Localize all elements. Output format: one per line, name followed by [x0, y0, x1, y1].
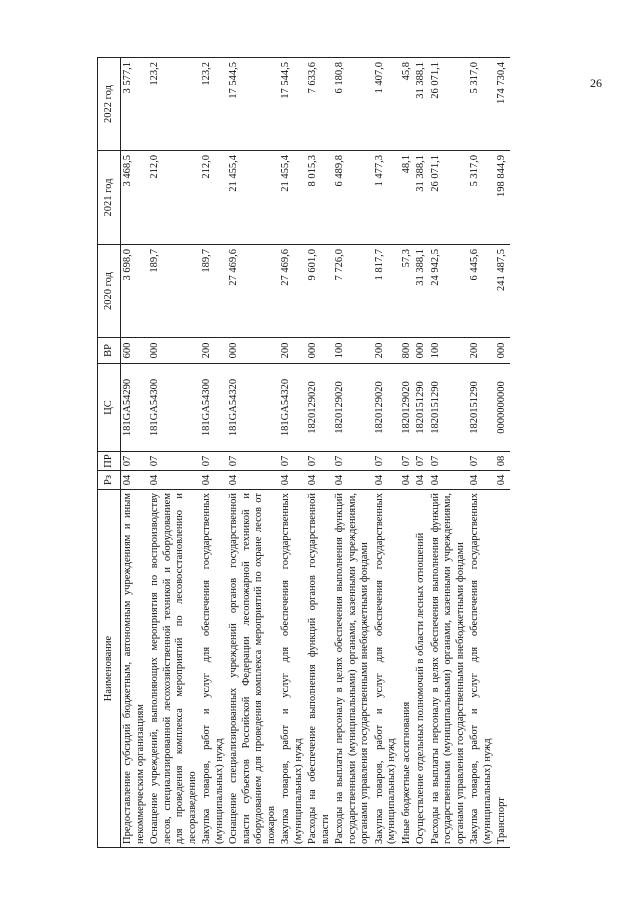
row-rz: 04	[148, 471, 200, 490]
row-name: Закупка товаров, работ и услуг для обеспечения государственных (муниципальных) нужд	[373, 490, 400, 848]
row-2021: 212,0	[148, 151, 200, 245]
row-rz: 04	[373, 471, 400, 490]
row-rz: 04	[200, 471, 227, 490]
row-name: Расходы на выплаты персоналу в целях обеспечения выполнения функций государственными (муниципальными) органами, казенными учреждениями, органами управления государственными внебюджетными фондами	[429, 490, 469, 848]
row-vr: 000	[306, 338, 333, 364]
row-pr: 07	[333, 452, 373, 471]
row-name: Оснащение учреждений, выполняющих мероприятия по воспроизводству лесов, специализированной лесохозяйственной техникой и оборудованием для проведения комплекса мероприятий по лесовосстановлению и лесоразведению	[148, 490, 200, 848]
row-pr: 08	[495, 452, 510, 471]
row-2022: 123,2	[148, 58, 200, 151]
header-2022: 2022 год	[98, 58, 121, 151]
row-2020: 31 388,1	[414, 245, 429, 338]
table-row	[148, 58, 200, 848]
row-cs: 1820129020	[333, 364, 373, 452]
row-rz: 04	[495, 471, 510, 490]
table-row	[495, 58, 510, 848]
row-rz: 04	[429, 471, 469, 490]
row-2022: 17 544,5	[279, 58, 306, 151]
row-2021: 212,0	[200, 151, 227, 245]
row-cs: 181GA54300	[148, 364, 200, 452]
header-cs: ЦС	[98, 364, 121, 452]
row-pr: 07	[279, 452, 306, 471]
table-body	[121, 58, 510, 848]
row-pr: 07	[227, 452, 279, 471]
row-vr: 200	[200, 338, 227, 364]
header-vr: ВР	[98, 338, 121, 364]
row-2021: 6 489,8	[333, 151, 373, 245]
row-2020: 24 942,5	[429, 245, 469, 338]
row-cs: 1820151290	[468, 364, 495, 452]
table-row	[121, 58, 149, 848]
table-row	[227, 58, 279, 848]
row-rz: 04	[121, 471, 149, 490]
row-cs: 181GA54290	[121, 364, 149, 452]
table-row	[333, 58, 373, 848]
row-cs: 0000000000	[495, 364, 510, 452]
row-2022: 1 407,0	[373, 58, 400, 151]
row-2020: 9 601,0	[306, 245, 333, 338]
row-cs: 181GA54320	[227, 364, 279, 452]
budget-table-rotated	[97, 58, 601, 848]
row-2020: 27 469,6	[227, 245, 279, 338]
row-rz: 04	[468, 471, 495, 490]
table-row	[468, 58, 495, 848]
row-rz: 04	[279, 471, 306, 490]
row-pr: 07	[306, 452, 333, 471]
header-2021: 2021 год	[98, 151, 121, 245]
row-2020: 189,7	[148, 245, 200, 338]
row-2021: 48,1	[400, 151, 415, 245]
row-vr: 200	[468, 338, 495, 364]
row-vr: 000	[148, 338, 200, 364]
row-vr: 100	[429, 338, 469, 364]
row-2022: 174 730,4	[495, 58, 510, 151]
row-rz: 04	[306, 471, 333, 490]
row-2022: 123,2	[200, 58, 227, 151]
row-2022: 17 544,5	[227, 58, 279, 151]
row-pr: 07	[429, 452, 469, 471]
row-name: Осуществление отдельных полномочий в области лесных отношений	[414, 490, 429, 848]
table-row	[400, 58, 415, 848]
row-name: Закупка товаров, работ и услуг для обеспечения государственных (муниципальных) нужд	[200, 490, 227, 848]
row-pr: 07	[400, 452, 415, 471]
row-name: Иные бюджетные ассигнования	[400, 490, 415, 848]
row-vr: 200	[279, 338, 306, 364]
row-cs: 1820129020	[306, 364, 333, 452]
row-pr: 07	[200, 452, 227, 471]
row-2022: 7 633,6	[306, 58, 333, 151]
row-vr: 600	[121, 338, 149, 364]
row-pr: 07	[148, 452, 200, 471]
row-vr: 000	[495, 338, 510, 364]
table-row	[279, 58, 306, 848]
row-2020: 6 445,6	[468, 245, 495, 338]
row-cs: 1820129020	[373, 364, 400, 452]
row-vr: 800	[400, 338, 415, 364]
header-pr: ПР	[98, 452, 121, 471]
row-cs: 1820151290	[429, 364, 469, 452]
row-2021: 26 071,1	[429, 151, 469, 245]
row-2022: 26 071,1	[429, 58, 469, 151]
row-pr: 07	[468, 452, 495, 471]
row-cs: 181GA54320	[279, 364, 306, 452]
table-row	[200, 58, 227, 848]
row-cs: 181GA54300	[200, 364, 227, 452]
row-2021: 3 468,5	[121, 151, 149, 245]
row-name: Предоставление субсидий бюджетным, автономным учреждениям и иным некоммерческим организациям	[121, 490, 149, 848]
header-name: Наименование	[98, 490, 121, 848]
row-2022: 6 180,8	[333, 58, 373, 151]
row-2020: 57,3	[400, 245, 415, 338]
table-row	[414, 58, 429, 848]
row-2020: 27 469,6	[279, 245, 306, 338]
page-number: 26	[590, 76, 602, 90]
row-cs: 1820151290	[414, 364, 429, 452]
row-2021: 21 455,4	[227, 151, 279, 245]
row-2021: 8 015,3	[306, 151, 333, 245]
row-2020: 7 726,0	[333, 245, 373, 338]
row-rz: 04	[227, 471, 279, 490]
row-2021: 1 477,3	[373, 151, 400, 245]
row-name: Расходы на обеспечение выполнения функций органов государственной власти	[306, 490, 333, 848]
row-name: Расходы на выплаты персоналу в целях обеспечения выполнения функций государственными (муниципальными) органами, казенными учреждениями, органами управления государственными внебюджетными фондами	[333, 490, 373, 848]
table-header-row	[98, 58, 121, 848]
row-name: Закупка товаров, работ и услуг для обеспечения государственных (муниципальных) нужд	[468, 490, 495, 848]
row-pr: 07	[121, 452, 149, 471]
row-2022: 3 577,1	[121, 58, 149, 151]
row-2020: 3 698,0	[121, 245, 149, 338]
row-name: Транспорт	[495, 490, 510, 848]
row-vr: 200	[373, 338, 400, 364]
row-2021: 5 317,0	[468, 151, 495, 245]
header-2020: 2020 год	[98, 245, 121, 338]
row-2020: 1 817,7	[373, 245, 400, 338]
row-pr: 07	[373, 452, 400, 471]
table-row	[429, 58, 469, 848]
row-2021: 31 388,1	[414, 151, 429, 245]
row-2021: 198 844,9	[495, 151, 510, 245]
row-rz: 04	[333, 471, 373, 490]
row-name: Закупка товаров, работ и услуг для обеспечения государственных (муниципальных) нужд	[279, 490, 306, 848]
header-rz: Рз	[98, 471, 121, 490]
row-2020: 241 487,5	[495, 245, 510, 338]
row-rz: 04	[400, 471, 415, 490]
table-row	[373, 58, 400, 848]
row-pr: 07	[414, 452, 429, 471]
row-2021: 21 455,4	[279, 151, 306, 245]
row-cs: 1820129020	[400, 364, 415, 452]
budget-table	[97, 57, 510, 848]
row-name: Оснащение специализированных учреждений органов государственной власти субъектов Российской Федерации лесопожарной техникой и оборудованием для проведения комплекса мероприятий по охране лесов от пожаров	[227, 490, 279, 848]
row-2020: 189,7	[200, 245, 227, 338]
row-rz: 04	[414, 471, 429, 490]
row-vr: 000	[414, 338, 429, 364]
row-vr: 100	[333, 338, 373, 364]
row-2022: 31 388,1	[414, 58, 429, 151]
row-2022: 45,8	[400, 58, 415, 151]
table-row	[306, 58, 333, 848]
row-2022: 5 317,0	[468, 58, 495, 151]
row-vr: 000	[227, 338, 279, 364]
